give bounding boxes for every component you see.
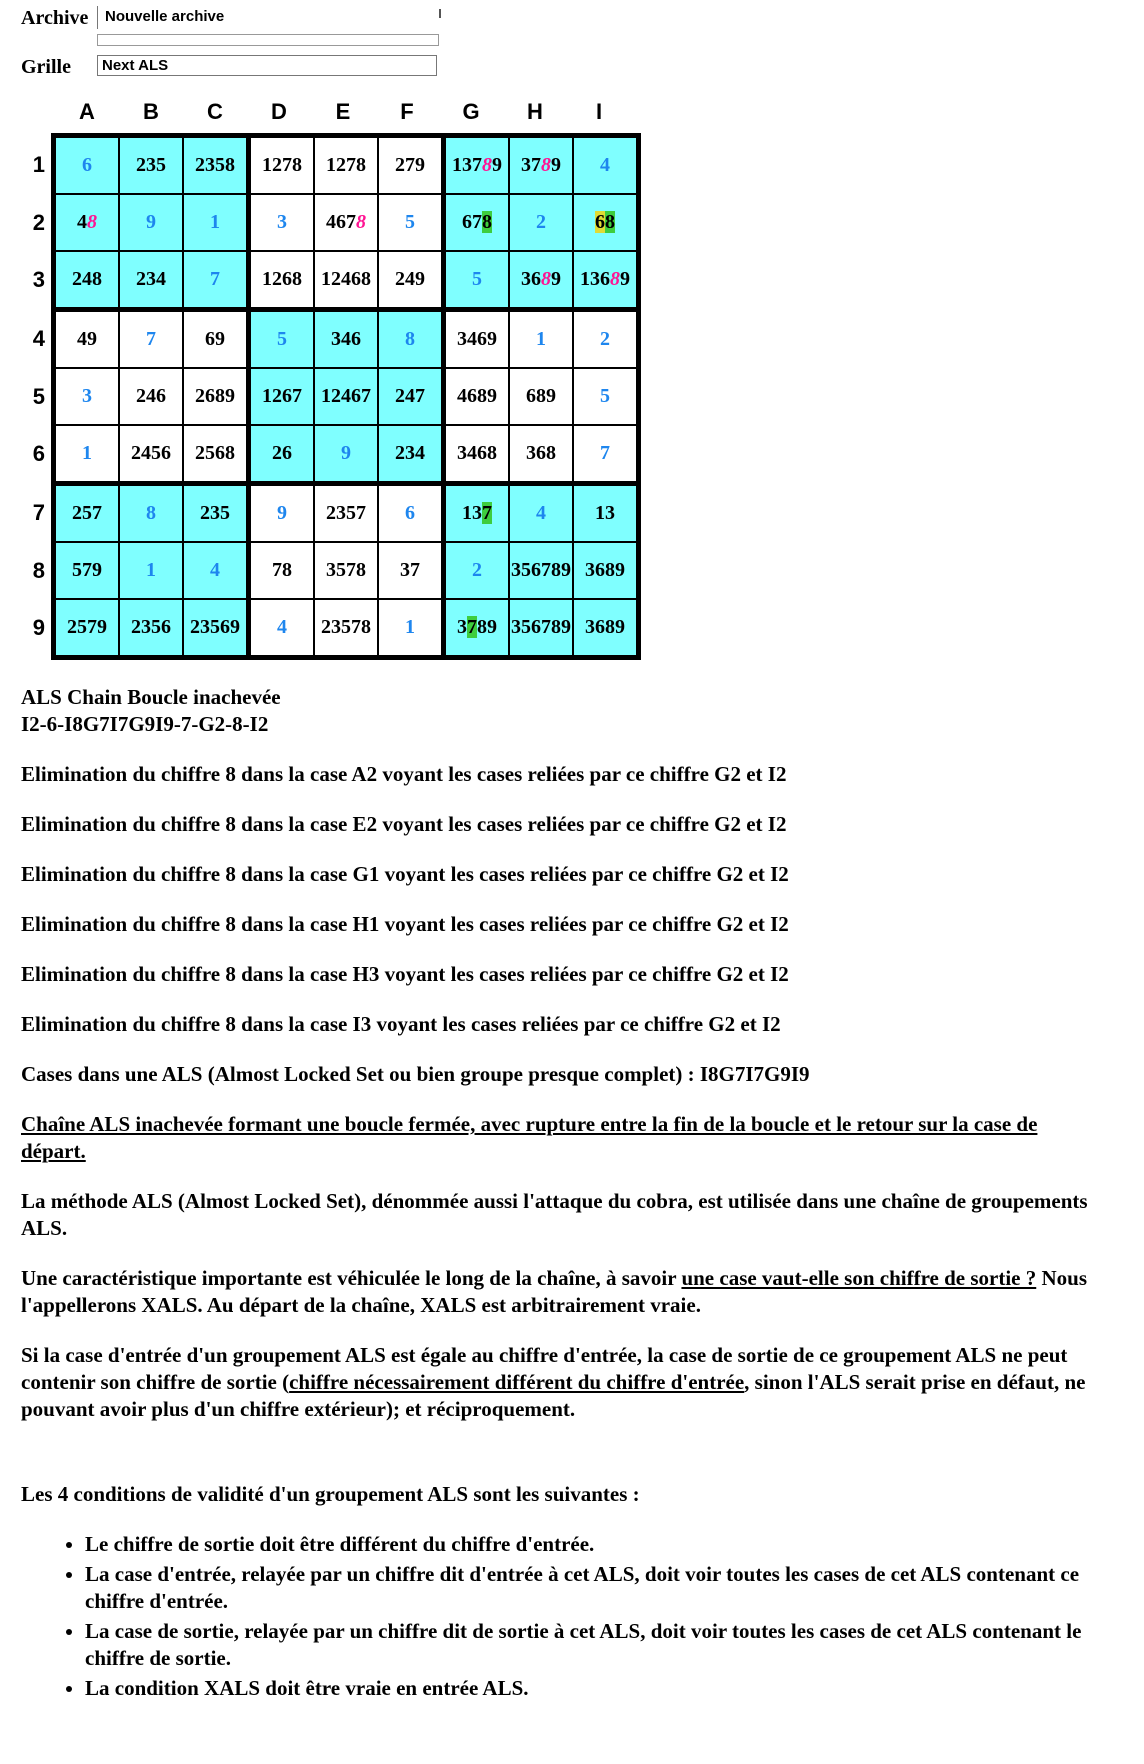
grid-cell-A5[interactable] [54,368,120,425]
candidate-digits: 9 [341,442,351,464]
row-label-7: 7 [21,484,54,543]
grid-cell-H1[interactable] [509,136,573,195]
candidate-digits: 8 [87,211,97,233]
grid-cell-I4[interactable] [573,310,639,369]
candidate-digits: 235 [200,502,230,524]
grid-cell-G6[interactable] [444,425,510,484]
grid-cell-B4[interactable] [119,310,183,369]
candidate-digits: 8 [541,268,551,290]
grid-cell-D5[interactable] [249,368,315,425]
grid-cell-E1[interactable] [314,136,378,195]
elimination-line: Elimination du chiffre 8 dans la case E2 voyant les cases reliées par ce chiffre G2 et I2 [21,812,787,836]
candidate-digits: 37 [400,559,420,581]
underlined-text: Chaîne ALS inachevée formant une boucle fermée, avec rupture entre la fin de la boucle et le retour sur la case de départ. [21,1112,1038,1163]
candidate-digits: 23578 [321,616,371,638]
paragraph-list [21,1111,1123,1423]
candidate-digits: 9 [492,154,502,176]
grid-cell-H9[interactable] [509,599,573,658]
plain-text: Une caractéristique importante est véhiculée le long de la chaîne, à savoir [21,1266,682,1290]
grid-cell-D2[interactable] [249,194,315,251]
candidate-digits: 1 [82,442,92,464]
candidate-digits: 2356 [131,616,171,638]
grid-cell-G8[interactable] [444,542,510,599]
candidate-digits: 3 [82,385,92,407]
candidate-digits: 12467 [321,385,371,407]
candidate-digits: 346 [331,328,361,350]
row-label-2: 2 [21,194,54,251]
candidate-digits: 12468 [321,268,371,290]
candidate-digits: 249 [395,268,425,290]
grid-cell-A6[interactable] [54,425,120,484]
candidate-digits: 36 [521,268,541,290]
candidate-digits: 6 [405,502,415,524]
candidate-digits: 467 [326,211,356,233]
candidate-digits: 7 [210,268,220,290]
grid-cell-G5[interactable] [444,368,510,425]
candidate-digits: 13 [595,502,615,524]
grid-cell-C1[interactable] [183,136,249,195]
grid-cell-H2[interactable] [509,194,573,251]
candidate-digits: 3469 [457,328,497,350]
column-header-F: F [400,99,414,124]
candidate-digits: 9 [551,268,561,290]
grille-row [21,55,1123,79]
candidate-digits: 8 [541,154,551,176]
candidate-digits: 235 [136,154,166,176]
candidate-digits: 5 [405,211,415,233]
candidate-digits: 1278 [262,154,302,176]
candidate-digits: 9 [620,268,630,290]
elimination-list [21,761,1123,1038]
grid-cell-F4[interactable] [378,310,444,369]
candidate-digits: 8 [482,154,492,176]
grid-cell-F6[interactable] [378,425,444,484]
grid-cell-A3[interactable] [54,251,120,310]
candidate-digits: 67 [462,211,482,233]
grid-cell-F2[interactable] [378,194,444,251]
grid-cell-G4[interactable] [444,310,510,369]
candidate-digits: 9 [551,154,561,176]
candidate-digits: 2689 [195,385,235,407]
candidate-digits: 8 [482,211,492,233]
candidate-digits: 247 [395,385,425,407]
candidate-digits: 257 [72,502,102,524]
column-header-C: C [207,99,223,124]
candidate-digits: 2 [536,211,546,233]
candidate-digits: 8 [405,328,415,350]
candidate-digits: 8 [605,211,615,233]
plain-text: Si la case d'entrée d'un groupement ALS est égale au chiffre d'entrée, la case de sortie de ce groupement ALS ne peut contenir son chiffre de sortie ( [21,1343,1068,1394]
grid-cell-I9[interactable] [573,599,639,658]
grid-cell-B6[interactable] [119,425,183,484]
grid-cell-H3[interactable] [509,251,573,310]
candidate-digits: 3 [457,616,467,638]
candidate-digits: 4 [210,559,220,581]
candidate-digits: 6 [595,211,605,233]
candidate-digits: 137 [452,154,482,176]
candidate-digits: 7 [482,502,492,524]
candidate-digits: 78 [272,559,292,581]
analysis-paragraph [21,1188,1106,1242]
candidate-digits: 136 [580,268,610,290]
plain-text: , sinon l'ALS serait prise en défaut, ne pouvant avoir plus d'un chiffre extérieur); et réciproquement. [21,1370,1086,1421]
candidate-digits: 8 [610,268,620,290]
grid-cell-G1[interactable] [444,136,510,195]
column-header-I: I [595,99,603,124]
candidate-digits: 2 [600,328,610,350]
grid-cell-C8[interactable] [183,542,249,599]
column-header-A: A [79,99,95,124]
candidate-digits: 7 [600,442,610,464]
grid-cell-A1[interactable] [54,136,120,195]
candidate-digits: 2456 [131,442,171,464]
grid-cell-E4[interactable] [314,310,378,369]
condition-item: • La case d'entrée, relayée par un chiffre dit d'entrée à cet ALS, doit voir toutes les cases de cet ALS contenant ce chiffre d'entrée. [85,1561,1095,1615]
grid-cell-G2[interactable] [444,194,510,251]
grid-cell-A2[interactable] [54,194,120,251]
grid-cell-E7[interactable] [314,484,378,543]
candidate-digits: 234 [395,442,425,464]
column-headers [55,99,1123,125]
grid-cell-H6[interactable] [509,425,573,484]
grid-cell-D1[interactable] [249,136,315,195]
grid-cell-G7[interactable] [444,484,510,543]
grid-cell-D4[interactable] [249,310,315,369]
row-label-9: 9 [21,599,54,658]
grid-cell-E5[interactable] [314,368,378,425]
condition-item: • La condition XALS doit être vraie en entrée ALS. [85,1675,1095,1702]
grid-cell-B8[interactable] [119,542,183,599]
conditions-list [21,1531,1095,1702]
grid-cell-C5[interactable] [183,368,249,425]
plain-text: Nous l'appellerons XALS. Au départ de la chaîne, XALS est arbitrairement vraie. [21,1266,1088,1317]
candidate-digits: 5 [600,385,610,407]
grid-cell-B1[interactable] [119,136,183,195]
grid-cell-I7[interactable] [573,484,639,543]
candidate-digits: 356789 [511,559,571,581]
analysis-paragraph [21,1265,1106,1319]
candidate-digits: 7 [146,328,156,350]
grid-cell-D3[interactable] [249,251,315,310]
candidate-digits: 9 [277,502,287,524]
candidate-digits: 579 [72,559,102,581]
grid-cell-B5[interactable] [119,368,183,425]
grid-cell-I3[interactable] [573,251,639,310]
column-header-H: H [527,99,543,124]
grille-label: Grille [21,56,71,78]
candidate-digits: 2 [472,559,482,581]
candidate-digits: 1267 [262,385,302,407]
grid-cell-I5[interactable] [573,368,639,425]
candidate-digits: 1 [405,616,415,638]
analysis-paragraph [21,1342,1106,1423]
candidate-digits: 356789 [511,616,571,638]
candidate-digits: 8 [356,211,366,233]
candidate-digits: 37 [521,154,541,176]
grid-cell-C3[interactable] [183,251,249,310]
elimination-line: Elimination du chiffre 8 dans la case H1 voyant les cases reliées par ce chiffre G2 et I2 [21,912,789,936]
column-header-G: G [462,99,480,124]
analysis-paragraph [21,1111,1106,1165]
sudoku-grid-body [21,136,639,658]
grid-cell-D7[interactable] [249,484,315,543]
grid-cell-C4[interactable] [183,310,249,369]
grid-cell-B7[interactable] [119,484,183,543]
als-cases-line: Cases dans une ALS (Almost Locked Set ou bien groupe presque complet) : I8G7I7G9I9 [21,1062,810,1086]
candidate-digits: 1 [146,559,156,581]
condition-item: • Le chiffre de sortie doit être différent du chiffre d'entrée. [85,1531,1095,1558]
grid-cell-H8[interactable] [509,542,573,599]
sudoku-grid-block [21,99,1123,660]
grid-cell-D6[interactable] [249,425,315,484]
grid-cell-E6[interactable] [314,425,378,484]
row-label-5: 5 [21,368,54,425]
row-label-1: 1 [21,136,54,195]
candidate-digits: 5 [277,328,287,350]
technique-name: ALS Chain Boucle inachevée [21,685,281,709]
candidate-digits: 368 [526,442,556,464]
grid-cell-B3[interactable] [119,251,183,310]
archive-dropdown-field[interactable] [97,34,439,46]
grid-cell-A9[interactable] [54,599,120,658]
candidate-digits: 3689 [585,616,625,638]
condition-item: • La case de sortie, relayée par un chiffre dit de sortie à cet ALS, doit voir toutes les cases de cet ALS contenant le chiffre de sortie. [85,1618,1095,1672]
candidate-digits: 234 [136,268,166,290]
candidate-digits: 1 [210,211,220,233]
grille-input[interactable] [97,55,437,76]
grid-cell-D9[interactable] [249,599,315,658]
grid-cell-D8[interactable] [249,542,315,599]
sudoku-grid [21,133,641,660]
candidate-digits: 49 [77,328,97,350]
candidate-digits: 279 [395,154,425,176]
grid-cell-C2[interactable] [183,194,249,251]
grid-cell-C7[interactable] [183,484,249,543]
grid-cell-G3[interactable] [444,251,510,310]
als-chain-notation: I2-6-I8G7I7G9I9-7-G2-8-I2 [21,712,269,736]
grid-cell-H4[interactable] [509,310,573,369]
candidate-digits: 2568 [195,442,235,464]
grid-cell-A8[interactable] [54,542,120,599]
grid-cell-F1[interactable] [378,136,444,195]
row-label-4: 4 [21,310,54,369]
grid-cell-I6[interactable] [573,425,639,484]
grid-cell-C6[interactable] [183,425,249,484]
candidate-digits: 4 [77,211,87,233]
candidate-digits: 4 [536,502,546,524]
archive-combobox-value: Nouvelle archive [105,8,225,25]
grid-cell-H5[interactable] [509,368,573,425]
candidate-digits: 2579 [67,616,107,638]
grid-cell-F3[interactable] [378,251,444,310]
candidate-digits: 13 [462,502,482,524]
grid-cell-G9[interactable] [444,599,510,658]
grid-cell-H7[interactable] [509,484,573,543]
candidate-digits: 246 [136,385,166,407]
column-header-B: B [143,99,159,124]
grid-cell-F9[interactable] [378,599,444,658]
row-label-8: 8 [21,542,54,599]
archive-row [21,6,1123,30]
grid-cell-F7[interactable] [378,484,444,543]
grid-cell-B2[interactable] [119,194,183,251]
candidate-digits: 2358 [195,154,235,176]
row-label-6: 6 [21,425,54,484]
grid-cell-I1[interactable] [573,136,639,195]
grid-cell-I8[interactable] [573,542,639,599]
candidate-digits: 3578 [326,559,366,581]
candidate-digits: 7 [467,616,477,638]
grid-cell-F8[interactable] [378,542,444,599]
grid-cell-F5[interactable] [378,368,444,425]
grid-cell-E8[interactable] [314,542,378,599]
candidate-digits: 26 [272,442,292,464]
candidate-digits: 2357 [326,502,366,524]
grid-cell-C9[interactable] [183,599,249,658]
candidate-digits: 4 [277,616,287,638]
candidate-digits: 3689 [585,559,625,581]
grid-cell-A4[interactable] [54,310,120,369]
candidate-digits: 9 [146,211,156,233]
grid-cell-E9[interactable] [314,599,378,658]
conditions-title: Les 4 conditions de validité d'un groupement ALS sont les suivantes : [21,1482,640,1506]
column-header-E: E [335,99,351,124]
candidate-digits: 248 [72,268,102,290]
candidate-digits: 6 [82,154,92,176]
candidate-digits: 8 [146,502,156,524]
grid-cell-B9[interactable] [119,599,183,658]
underlined-text: chiffre nécessairement différent du chiffre d'entrée [289,1370,745,1394]
archive-combobox[interactable] [97,6,439,29]
candidate-digits: 689 [526,385,556,407]
candidate-digits: 23569 [190,616,240,638]
row-label-3: 3 [21,251,54,310]
grid-cell-E3[interactable] [314,251,378,310]
elimination-line: Elimination du chiffre 8 dans la case I3 voyant les cases reliées par ce chiffre G2 et I2 [21,1012,781,1036]
candidate-digits: 4689 [457,385,497,407]
archive-label: Archive [21,7,89,29]
candidate-digits: 5 [472,268,482,290]
elimination-line: Elimination du chiffre 8 dans la case A2 voyant les cases reliées par ce chiffre G2 et I2 [21,762,787,786]
candidate-digits: 1268 [262,268,302,290]
column-header-D: D [271,99,287,124]
candidate-digits: 3468 [457,442,497,464]
candidate-digits: 1278 [326,154,366,176]
elimination-line: Elimination du chiffre 8 dans la case G1 voyant les cases reliées par ce chiffre G2 et I2 [21,862,789,886]
technique-title [21,684,1123,738]
plain-text: La méthode ALS (Almost Locked Set), dénommée aussi l'attaque du cobra, est utilisée dans une chaîne de groupements ALS. [21,1189,1088,1240]
elimination-line: Elimination du chiffre 8 dans la case H3 voyant les cases reliées par ce chiffre G2 et I2 [21,962,789,986]
candidate-digits: 4 [600,154,610,176]
candidate-digits: 89 [477,616,497,638]
candidate-digits: 3 [277,211,287,233]
candidate-digits: 69 [205,328,225,350]
underlined-text: une case vaut-elle son chiffre de sortie ? [681,1266,1037,1290]
grid-cell-E2[interactable] [314,194,378,251]
grid-cell-I2[interactable] [573,194,639,251]
grid-cell-A7[interactable] [54,484,120,543]
candidate-digits: 1 [536,328,546,350]
